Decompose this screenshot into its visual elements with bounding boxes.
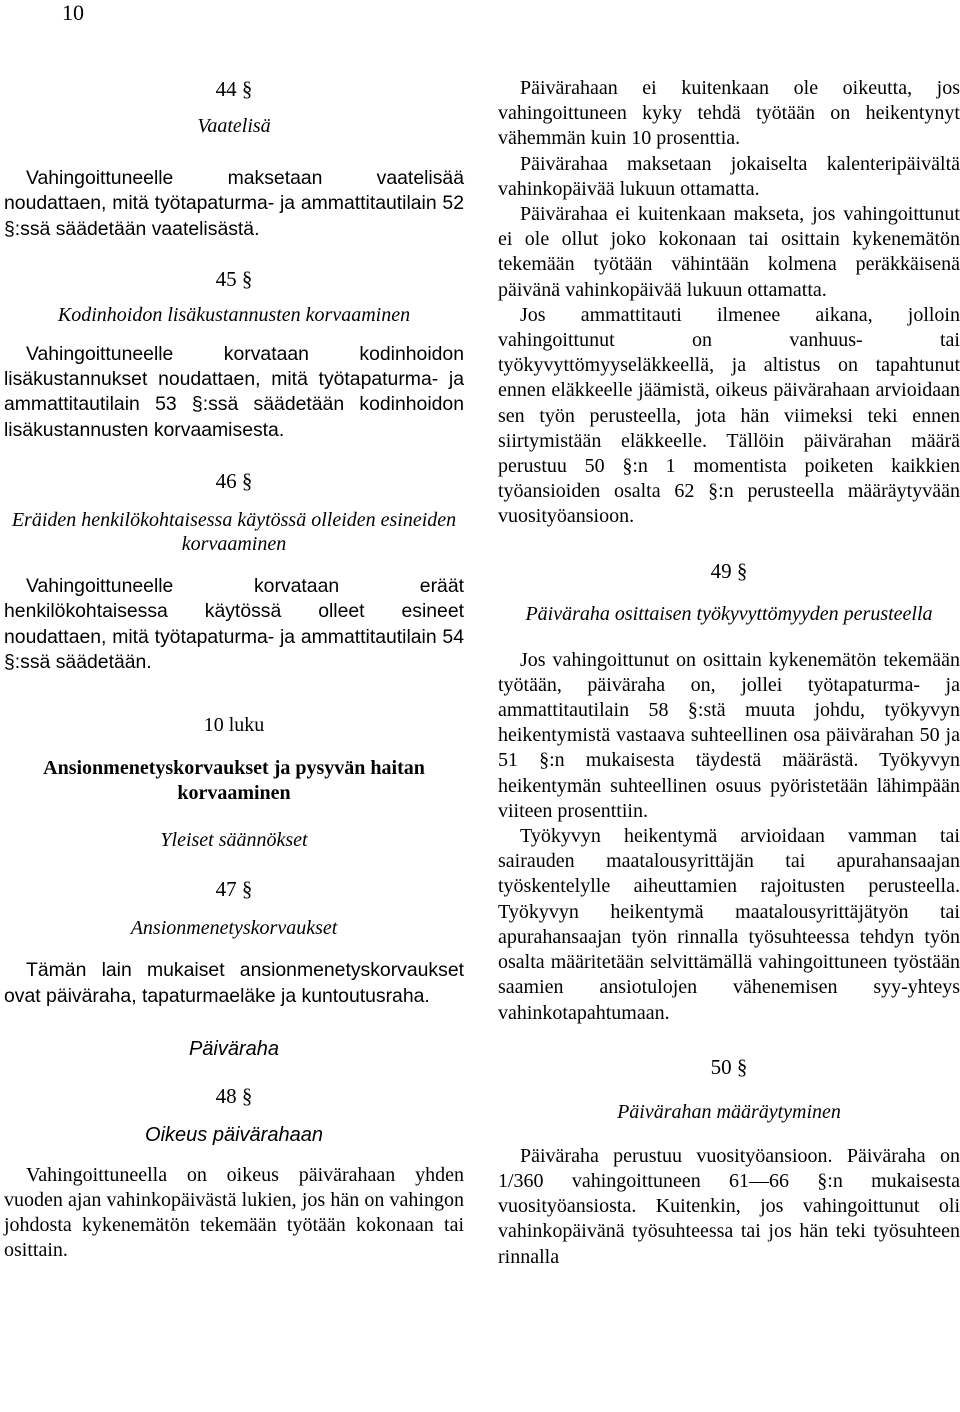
section-50-text: Päiväraha perustuu vuosityöansioon. Päiväraha on 1/360 vahingoittuneen 61—66 §:n mukaisesta vuosityöansiosta. Kuitenkin, jos vahingoittunut oli vahinkopäivänä työsuhteessa tai jos hän teki työsuhteen rinnalla [498, 1144, 960, 1268]
section-50-number: 50 § [710, 1054, 748, 1079]
section-47-number: 47 § [215, 877, 253, 902]
section-46-text: Vahingoittuneelle korvataan eräät henkilökohtaisessa käytössä olleet esineet noudattaen, mitä työtapaturma- ja ammattitautilain 54 §:ssä säädetään. [4, 575, 464, 673]
section-50-title: Päivärahan määräytyminen [617, 1100, 841, 1123]
section-48-text: Vahingoittuneella on oikeus päivärahaan yhden vuoden ajan vahinkopäivästä lukien, jos hän on vahingon johdosta kykenemätön tekemään työtään kokonaan tai osittain. [4, 1163, 464, 1262]
section-49-paragraph: Työkyvyn heikentymä arvioidaan vamman tai sairauden maatalousyrittäjän tai apurahansaajan työskentelylle aiheuttamien rajoitusten perusteella. Työkyvyn heikentymä maatalousyrittäjätyön tai apurahansaajan työn rinnalla työsuhteessa tehdyn työn osalta määritetään selvittämällä vahingoittuneen työstään saamien ansiotulojen vähenemisen syy-yhteys vahinkotapahtumaan. [498, 825, 960, 1024]
section-48-number: 48 § [215, 1083, 253, 1108]
section-47-text: Tämän lain mukaiset ansionmenetyskorvaukset ovat päiväraha, tapaturmaeläke ja kuntoutusraha. [4, 959, 464, 1007]
section-48-paragraph: Päivärahaa ei kuitenkaan makseta, jos vahingoittunut ei ole ollut joko kokonaan tai osittain kykenemätön tekemään työtään vähintään kolmena peräkkäisenä päivänä vahinkopäivää lukuun ottamatta. [498, 203, 960, 301]
section-46-title: Eräiden henkilökohtaisessa käytössä olleiden esineiden korvaaminen [11, 509, 457, 556]
section-49-number: 49 § [710, 558, 748, 583]
left-column [4, 76, 464, 1264]
section-45-title: Kodinhoidon lisäkustannusten korvaaminen [57, 303, 411, 326]
section-44-title: Vaatelisä [197, 115, 271, 137]
chapter-number: 10 luku [203, 714, 265, 737]
section-48-paragraph: Päivärahaan ei kuitenkaan ole oikeutta, jos vahingoittuneen kyky tehdä työtään on heikentynyt vähemmän kuin 10 prosenttia. [498, 77, 960, 150]
section-48-title: Oikeus päivärahaan [145, 1123, 323, 1146]
page-number: 10 [62, 0, 84, 25]
section-44-text: Vahingoittuneelle maksetaan vaatelisää noudattaen, mitä työtapaturma- ja ammattitautilain 52 §:ssä säädetään vaatelisästä. [4, 167, 464, 240]
subheading-paivaraha: Päiväraha [188, 1037, 280, 1060]
section-49-paragraph: Jos vahingoittunut on osittain kykenemätön tekemään työtään, päiväraha on, jollei työtapaturma- ja ammattitautilain 58 §:stä muuta johdu, työkyvyn heikentymistä vastaava suhteellinen osa päivärahan 50 ja 51 §:n mukaisesta täydestä määrästä. Työkyvyn heikentymän suhteellinen osuus pyöristetään lähimpään viiteen prosenttiin. [498, 648, 960, 822]
section-48-paragraph: Päivärahaa maksetaan jokaiselta kalenteripäivältä vahinkopäivää lukuun ottamatta. [498, 152, 960, 200]
section-49-title: Päiväraha osittaisen työkyvyttömyyden perusteella [525, 602, 933, 625]
section-45-text: Vahingoittuneelle korvataan kodinhoidon lisäkustannukset noudattaen, mitä työtapaturma- ja ammattitautilain 53 §:ssä säädetään kodinhoidon lisäkustannusten korvaamisesta. [4, 342, 464, 441]
section-48-paragraph: Jos ammattitauti ilmenee aikana, jolloin vahingoittunut on vanhuus- tai työkyvyttömyyseläkkeellä, ja altistus on tapahtunut ennen eläkkeelle jäämistä, oikeus päivärahaan arvioidaan sen työn perusteella, jota hän viimeksi teki ennen siirtymistään eläkkeelle. Tällöin päivärahan määrä perustuu 50 §:n 1 momentista poiketen kaikkien työansioiden osalta 62 §:n perusteella määräytyvään vuosityöansioon. [498, 303, 960, 528]
right-column [498, 76, 960, 1270]
chapter-title: Ansionmenetyskorvaukset ja pysyvän haitan korvaaminen [43, 757, 425, 805]
chapter-subtitle: Yleiset säännökset [160, 829, 308, 852]
section-45-number: 45 § [215, 266, 253, 291]
section-44-number: 44 § [215, 77, 253, 101]
section-47-title: Ansionmenetyskorvaukset [130, 917, 338, 940]
section-46-number: 46 § [215, 469, 253, 494]
